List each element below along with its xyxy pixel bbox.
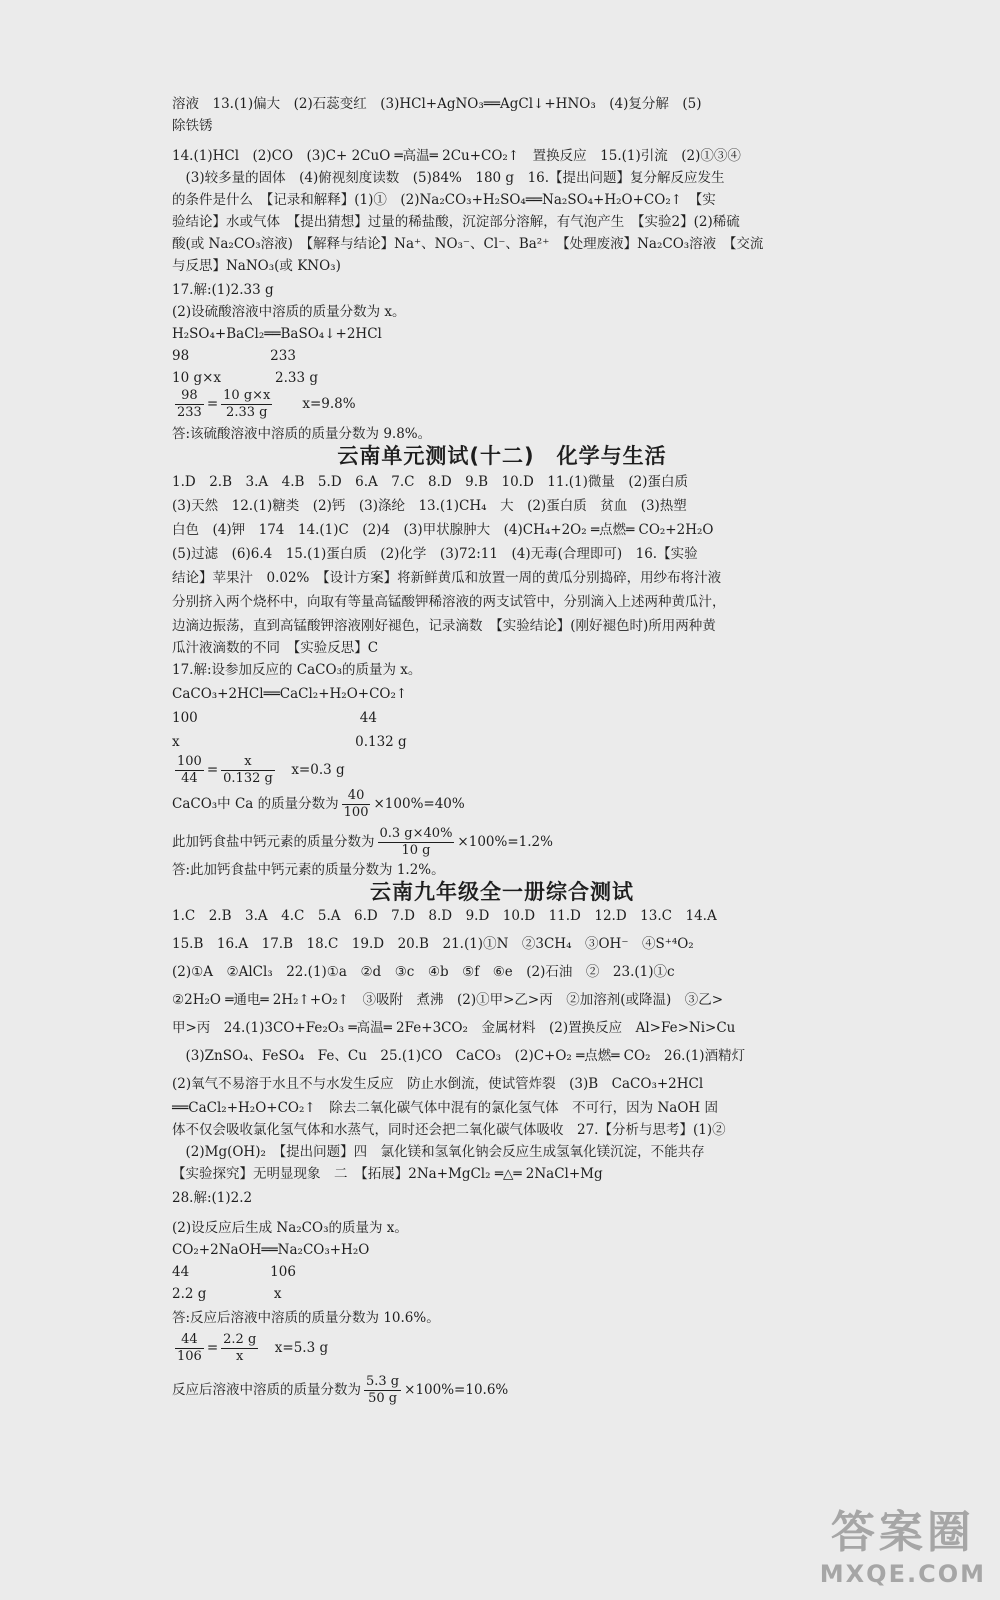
- text-line: (2)设硫酸溶液中溶质的质量分数为 x。: [172, 304, 406, 320]
- fraction: $\frac{100}{44}$: [177, 754, 202, 786]
- text-line: 答:此加钙食盐中钙元素的质量分数为 1.2%。: [172, 862, 445, 878]
- text-line: 边滴边振荡，直到高锰酸钾溶液刚好褪色，记录滴数 【实验结论】(刚好褪色时)所用两种黄: [172, 618, 716, 634]
- fraction: $\frac{2.2 g}{x}$: [223, 1332, 257, 1364]
- text-line: CaCO₃+2HCl══CaCl₂+H₂O+CO₂↑: [172, 686, 408, 702]
- text-line: 【实验探究】无明显现象 二 【拓展】2Na+MgCl₂ ═△═ 2NaCl+Mg: [172, 1166, 603, 1182]
- text-line: x 0.132 g: [172, 734, 407, 750]
- section-heading: 云南单元测试(十二) 化学与生活: [337, 444, 667, 468]
- text-line: 答:反应后溶液中溶质的质量分数为 10.6%。: [172, 1310, 440, 1326]
- text-line: 溶液 13.(1)偏大 (2)石蕊变红 (3)HCl+AgNO₃══AgCl↓+HNO₃ (4)复分解 (5): [172, 96, 702, 112]
- text-line: 甲>丙 24.(1)3CO+Fe₂O₃ ═高温═ 2Fe+3CO₂ 金属材料 (2)置换反应 Al>Fe>Ni>Cu: [172, 1020, 736, 1036]
- text-line: (3)天然 12.(1)糖类 (2)钙 (3)涤纶 13.(1)CH₄ 大 (2)蛋白质 贫血 (3)热塑: [172, 498, 687, 514]
- text-line: 瓜汁液滴数的不同 【实验反思】C: [172, 640, 379, 656]
- fraction: $\frac{44}{106}$: [177, 1332, 202, 1364]
- text-line: 体不仅会吸收氯化氢气体和水蒸气，同时还会把二氧化碳气体吸收 27.【分析与思考】(1)②: [172, 1122, 726, 1138]
- text-line: 验结论】水或气体 【提出猜想】过量的稀盐酸，沉淀部分溶解，有气泡产生 【实验2】(2)稀硫: [172, 214, 740, 230]
- text-line: 17.解:设参加反应的 CaCO₃的质量为 x。: [172, 662, 422, 678]
- fraction: $\frac{0.3 g\times 40\%}{10 g}$: [379, 826, 453, 858]
- text-line: ══CaCl₂+H₂O+CO₂↑ 除去二氧化碳气体中混有的氯化氢气体 不可行，因为 NaOH 固: [172, 1100, 718, 1116]
- text-line: (3)ZnSO₄、FeSO₄ Fe、Cu 25.(1)CO CaCO₃ (2)C+O₂ ═点燃═ CO₂ 26.(1)酒精灯: [172, 1048, 746, 1064]
- text-line: 除铁锈: [172, 118, 213, 134]
- fraction-equation-1: $\frac{98}{233}$ = $\frac{10 g\times x}{2.33 g}$ x=9.8%: [177, 388, 356, 420]
- fraction: $\frac{5.3 g}{50 g}$: [366, 1374, 400, 1406]
- text-line: 98 233: [172, 348, 296, 364]
- text-line: H₂SO₄+BaCl₂══BaSO₄↓+2HCl: [172, 326, 382, 342]
- text-line: 1.D 2.B 3.A 4.B 5.D 6.A 7.C 8.D 9.B 10.D 11.(1)微量 (2)蛋白质: [172, 474, 688, 490]
- text-line: CO₂+2NaOH══Na₂CO₃+H₂O: [172, 1242, 370, 1258]
- text-line: 10 g×x 2.33 g: [172, 370, 319, 386]
- section-heading: 云南九年级全一册综合测试: [370, 880, 634, 904]
- text-line: (3)较多量的固体 (4)俯视刻度读数 (5)84% 180 g 16.【提出问题】复分解反应发生: [172, 170, 725, 186]
- text-line: 15.B 16.A 17.B 18.C 19.D 20.B 21.(1)①N ②3CH₄ ③OH⁻ ④S⁺⁴O₂: [172, 936, 694, 952]
- text-line: 答:该硫酸溶液中溶质的质量分数为 9.8%。: [172, 426, 432, 442]
- text-line: 100 44: [172, 710, 377, 726]
- text-line: 的条件是什么 【记录和解释】(1)① (2)Na₂CO₃+H₂SO₄══Na₂SO₄+H₂O+CO₂↑ 【实: [172, 192, 716, 208]
- fraction-equation-5: $\frac{44}{106}$ = $\frac{2.2 g}{x}$ x=5.3 g: [177, 1332, 329, 1364]
- fraction: $\frac{40}{100}$: [343, 788, 369, 820]
- text-line: 17.解:(1)2.33 g: [172, 282, 274, 298]
- text-line: 28.解:(1)2.2: [172, 1190, 253, 1206]
- text-line: 与反思】NaNO₃(或 KNO₃): [172, 258, 341, 274]
- fraction-equation-2: $\frac{100}{44}$ = $\frac{x}{0.132 g}$ x=0.3 g: [177, 754, 345, 786]
- text-line: 结论】苹果汁 0.02% 【设计方案】将新鲜黄瓜和放置一周的黄瓜分别捣碎，用纱布将汁液: [172, 570, 722, 586]
- fraction-equation-6: 反应后溶液中溶质的质量分数为 $\frac{5.3 g}{50 g}$ ×100%=10.6%: [172, 1374, 509, 1406]
- fraction-equation-3: CaCO₃中 Ca 的质量分数为 $\frac{40}{100}$ ×100%=40%: [172, 788, 465, 820]
- text-line: 2.2 g x: [172, 1286, 282, 1302]
- text-line: 分别挤入两个烧杯中，向取有等量高锰酸钾稀溶液的两支试管中，分别滴入上述两种黄瓜汁，: [172, 594, 726, 610]
- text-line: (2)氧气不易溶于水且不与水发生反应 防止水倒流，使试管炸裂 (3)B CaCO₃+2HCl: [172, 1076, 704, 1092]
- text-line: 酸(或 Na₂CO₃溶液) 【解释与结论】Na⁺、NO₃⁻、Cl⁻、Ba²⁺ 【处理废液】Na₂CO₃溶液 【交流: [172, 236, 764, 252]
- text-line: (2)Mg(OH)₂ 【提出问题】四 氯化镁和氢氧化钠会反应生成氢氧化镁沉淀，不能共存: [172, 1144, 705, 1160]
- text-line: ②2H₂O ═通电═ 2H₂↑+O₂↑ ③吸附 煮沸 (2)①甲>乙>丙 ②加溶剂(或降温) ③乙>: [172, 992, 724, 1008]
- text-line: (5)过滤 (6)6.4 15.(1)蛋白质 (2)化学 (3)72:11 (4)无毒(合理即可) 16.【实验: [172, 546, 698, 562]
- text-line: 14.(1)HCl (2)CO (3)C+ 2CuO ═高温═ 2Cu+CO₂↑ 置换反应 15.(1)引流 (2)①③④: [172, 148, 741, 164]
- fraction: $\frac{10 g\times x}{2.33 g}$: [223, 388, 271, 420]
- text-line: 1.C 2.B 3.A 4.C 5.A 6.D 7.D 8.D 9.D 10.D 11.D 12.D 13.C 14.A: [172, 908, 717, 924]
- watermark-logo: 答案圈 MXQE.COM: [819, 1507, 986, 1588]
- text-line: (2)设反应后生成 Na₂CO₃的质量为 x。: [172, 1220, 408, 1236]
- text-line: 白色 (4)钾 174 14.(1)C (2)4 (3)甲状腺肿大 (4)CH₄+2O₂ ═点燃═ CO₂+2H₂O: [172, 522, 714, 538]
- text-line: (2)①A ②AlCl₃ 22.(1)①a ②d ③c ④b ⑤f ⑥e (2)石油 ② 23.(1)①c: [172, 964, 675, 980]
- fraction-equation-4: 此加钙食盐中钙元素的质量分数为 $\frac{0.3 g\times 40\%}{10 g}$ ×100%=1.2%: [172, 826, 553, 858]
- text-line: 44 106: [172, 1264, 296, 1280]
- fraction: $\frac{98}{233}$: [177, 388, 202, 420]
- fraction: $\frac{x}{0.132 g}$: [223, 754, 273, 786]
